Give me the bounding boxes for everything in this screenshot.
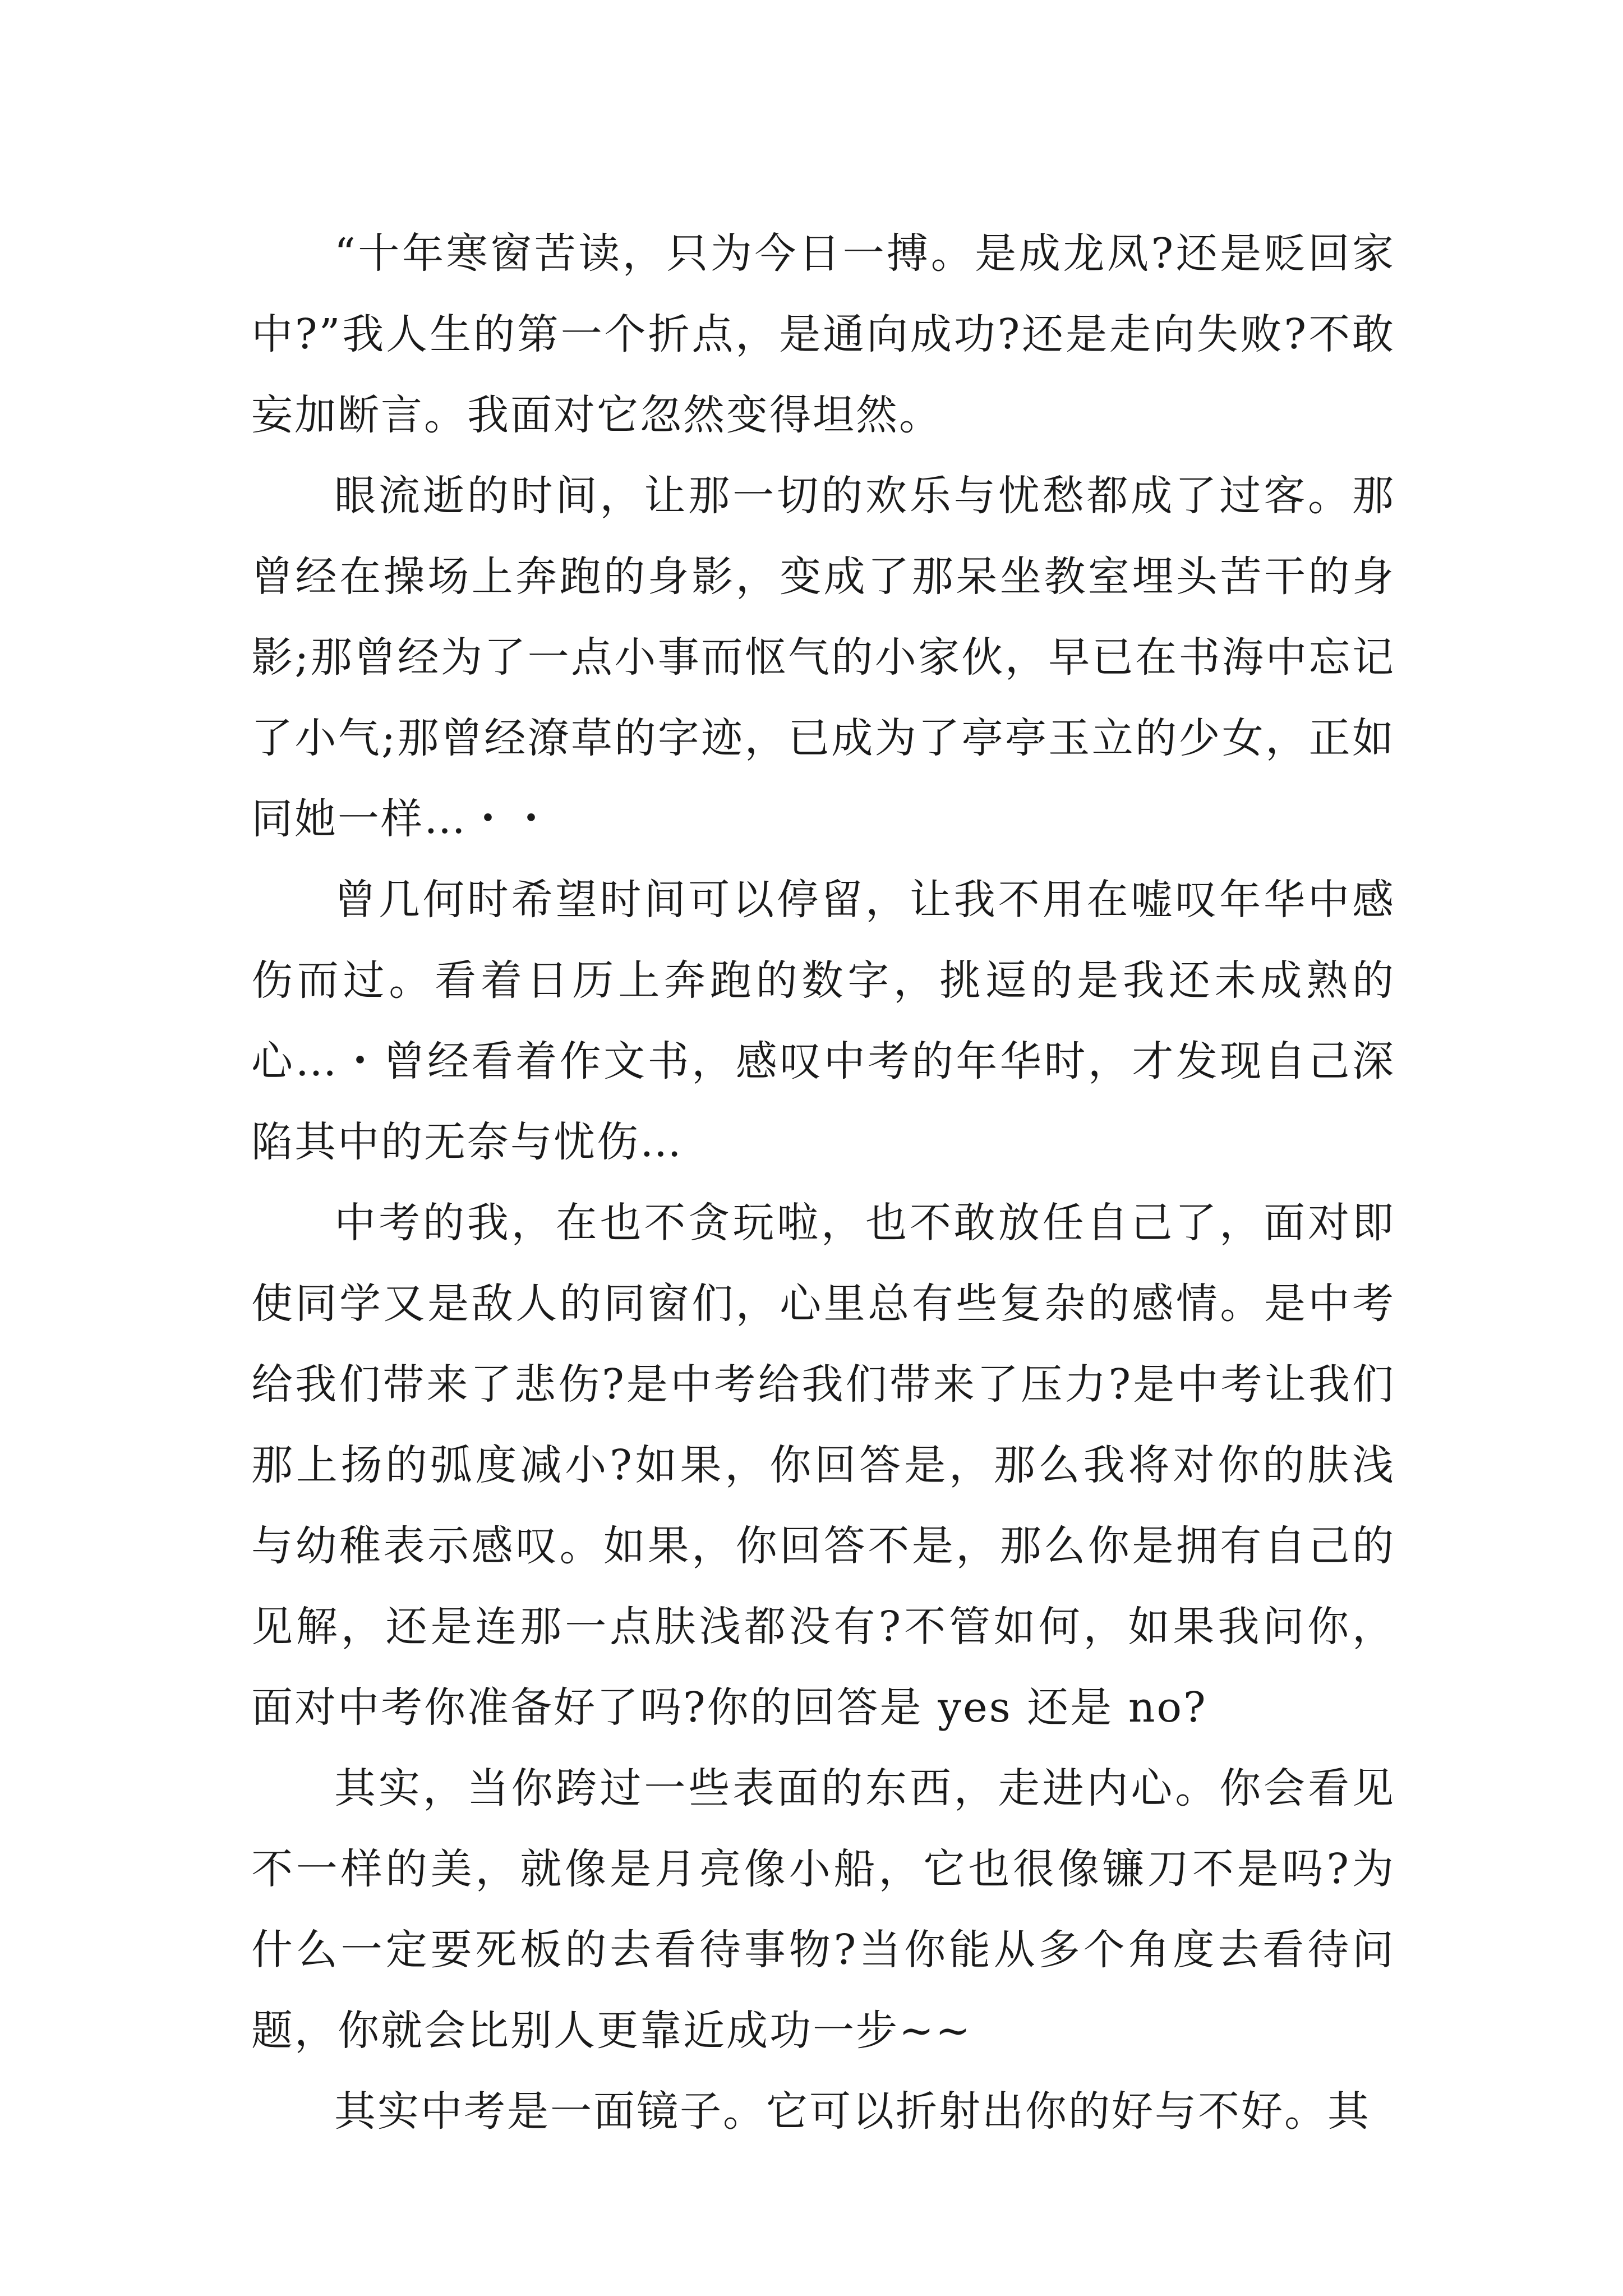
paragraph: 其实中考是一面镜子。它可以折射出你的好与不好。其 [334,2087,1371,2136]
paragraph: 中考的我，在也不贪玩啦，也不敢放任自己了，面对即使同学又是敌人的同窗们，心里总有些复杂的感情。是中考给我们带来了悲伤?是中考给我们带来了压力?是中考让我们那上扬的弧度减小?如果，你回答是，那么我将对你的肤浅与幼稚表示感叹。如果，你回答不是，那么你是拥有自己的见解，还是连那一点肤浅都没有?不管如何，如果我问你，面对中考你准备好了吗?你的回答是 yes 还是 no? [251,1199,1395,1732]
paragraph: 曾几何时希望时间可以停留，让我不用在嘘叹年华中感伤而过。看着日历上奔跑的数字，挑逗的是我还未成熟的心…・曾经看着作文书，感叹中考的年华时，才发现自己深陷其中的无奈与忧伤… [251,876,1395,1166]
paragraph: 其实，当你跨过一些表面的东西，走进内心。你会看见不一样的美，就像是月亮像小船，它也很像镰刀不是吗?为什么一定要死板的去看待事物?当你能从多个角度去看待问题，你就会比别人更靠近成功一步~~ [251,1764,1395,2055]
paragraph: 眼流逝的时间，让那一切的欢乐与忧愁都成了过客。那曾经在操场上奔跑的身影，变成了那呆坐教室埋头苦干的身影;那曾经为了一点小事而怄气的小家伙，早已在书海中忘记了小气;那曾经潦草的字迹，已成为了亭亭玉立的少女，正如同她一样…・・ [251,472,1395,843]
document-page [251,213,1395,2152]
paragraph: “十年寒窗苦读，只为今日一搏。是成龙凤?还是贬回家中?”我人生的第一个折点，是通向成功?还是走向失败?不敢妄加断言。我面对它忽然变得坦然。 [251,229,1395,439]
